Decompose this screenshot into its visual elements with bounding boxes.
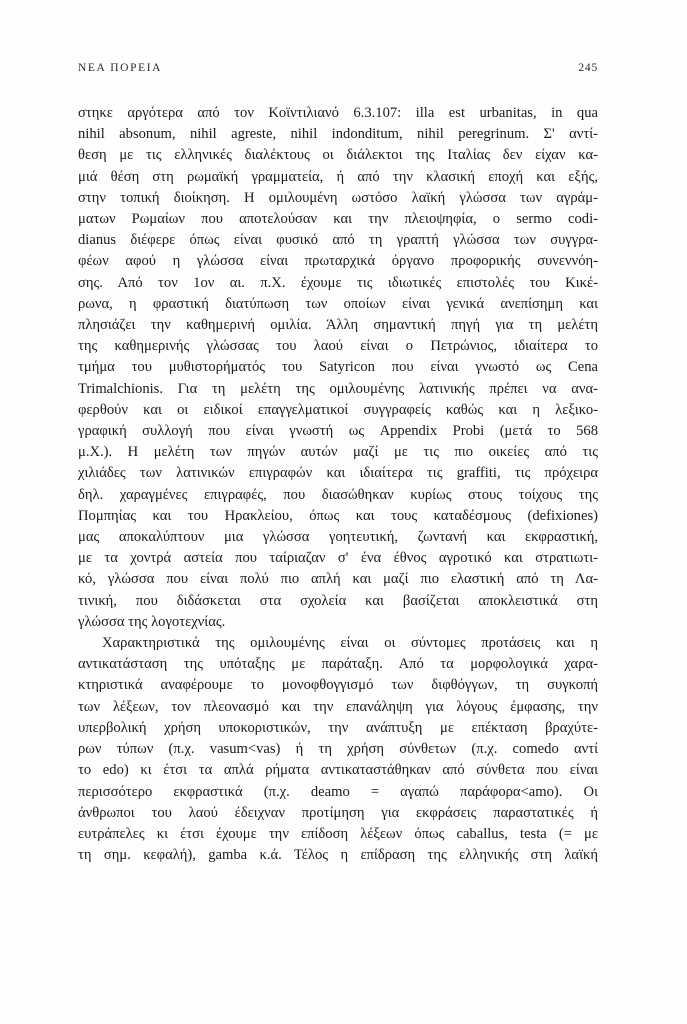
page-number: 245 [578,62,598,74]
text-line: πλησιάζει την καθημερινή ομιλία. Άλλη σημαντική πηγή για τη μελέτη [78,317,598,334]
text-line: άνθρωποι του λαού έδειχναν προτίμηση για εκφράσεις παραστατικές ή [78,804,598,821]
text-line: ματων Ρωμαίων που αποτελούσαν και την πλειοψηφία, ο sermo codi- [78,211,598,228]
text-line: σης. Από τον 1ον αι. π.Χ. έχουμε τις ιδιωτικές επιστολές του Κικέ- [78,274,598,291]
text-line: δηλ. χαραγμένες επιγραφές, που διασώθηκαν κυρίως στους τοίχους της [78,486,598,503]
text-line: κτηριστικά αναφέρουμε το μονοφθογγισμό των διφθόγγων, τη συγκοπή [78,677,598,694]
text-line: μιά θέση στη ρωμαϊκή γραμματεία, ή από την κλασική εποχή και εξής, [78,168,598,185]
text-line: το edo) κι έτσι τα απλά ρήματα αντικαταστάθηκαν από σύνθετα που είναι [78,762,598,779]
text-line: τη σημ. κεφαλή), gamba κ.ά. Τέλος η επίδραση της ελληνικής στη λαϊκή [78,847,598,864]
text-line: ρωνα, η φραστική διατύπωση των οποίων είναι γενικά ανεπίσημη και [78,295,598,312]
text-line: γλώσσα της λογοτεχνίας. [78,613,226,630]
text-line: περισσότερο εκφραστικά (π.χ. deamo = αγαπώ παράφορα<amo). Οι [78,783,598,800]
text-line: φερθούν και οι ειδικοί επαγγελματικοί συγγραφείς καθώς και η λεξικο- [78,401,598,418]
text-line: υπερβολική χρήση υποκοριστικών, την ανάπτυξη με επέκταση βραχύτε- [78,719,598,736]
text-line: με τα χοντρά αστεία που ταίριαζαν σ' ένα έθνος αγροτικό και στρατιωτι- [78,550,598,567]
text-line: ρων τύπων (π.χ. vasum<vas) ή τη χρήση σύνθετων (π.χ. comedo αντί [78,741,598,758]
text-line: στηκε αργότερα από τον Κοϊντιλιανό 6.3.107: illa est urbanitas, in qua [78,105,598,121]
running-header [78,62,598,82]
text-line: dianus διέφερε όπως είναι φυσικό από τη γραπτή γλώσσα των συγγρα- [78,232,598,249]
text-line: των λέξεων, τον πλεονασμό και την επανάληψη για λόγους έμφασης, την [78,698,598,715]
text-line: ευτράπελες κι έτσι έχουμε την επίδοση λέξεων όπως caballus, testa (= με [78,825,598,842]
text-line: φέων αφού η γλώσσα είναι πρωταρχικά όργανο προφορικής συνεννόη- [78,253,598,270]
text-line: τμήμα του μυθιστορήματός του Satyricon που είναι γνωστό ως Cena [78,359,598,376]
body-text [78,103,598,866]
text-line: χιλιάδες των λατινικών επιγραφών και ιδιαίτερα τις graffiti, τις πρόχειρα [78,465,598,482]
text-line: θεση με τις ελληνικές διαλέκτους οι διάλεκτοι της Ιταλίας δεν είχαν κα- [78,147,598,164]
text-line: Χαρακτηριστικά της ομιλουμένης είναι οι σύντομες προτάσεις και η [102,635,598,652]
journal-title: ΝΕΑ ΠΟΡΕΙΑ [78,62,163,74]
text-line: της καθημερινής γλώσσας του λαού είναι ο Πετρώνιος, ιδιαίτερα το [78,338,598,355]
paragraph-1 [78,103,598,633]
text-line: αντικατάσταση της υπόταξης με παράταξη. Από τα μορφολογικά χαρα- [78,656,598,673]
text-line: nihil absonum, nihil agreste, nihil indonditum, nihil peregrinum. Σ' αντί- [78,126,598,143]
text-line: τινική, που διδάσκεται στα σχολεία και βασίζεται αποκλειστικά στη [78,592,598,609]
text-line: κό, γλώσσα που είναι πολύ πιο απλή και μαζί πιο ελαστική από τη Λα- [78,571,598,588]
paragraph-2 [78,633,598,866]
text-line: μας αποκαλύπτουν μια γλώσσα γοητευτική, ζωντανή και εκφραστική, [78,529,598,546]
text-line: γραφική συλλογή που είναι γνωστή ως Appendix Probi (μετά το 568 [78,423,598,440]
text-line: στην τοπική διοίκηση. Η ομιλουμένη ωστόσο λαϊκή γλώσσα των αγράμ- [78,189,598,206]
text-line: Πομπηίας και του Ηρακλείου, όπως και τους καταδέσμους (defixiones) [78,507,598,524]
text-line: Trimalchionis. Για τη μελέτη της ομιλουμένης λατινικής πρέπει να ανα- [78,380,598,397]
text-line: μ.Χ.). Η μελέτη των πηγών αυτών μαζί με τις πιο οικείες από τις [78,444,598,461]
